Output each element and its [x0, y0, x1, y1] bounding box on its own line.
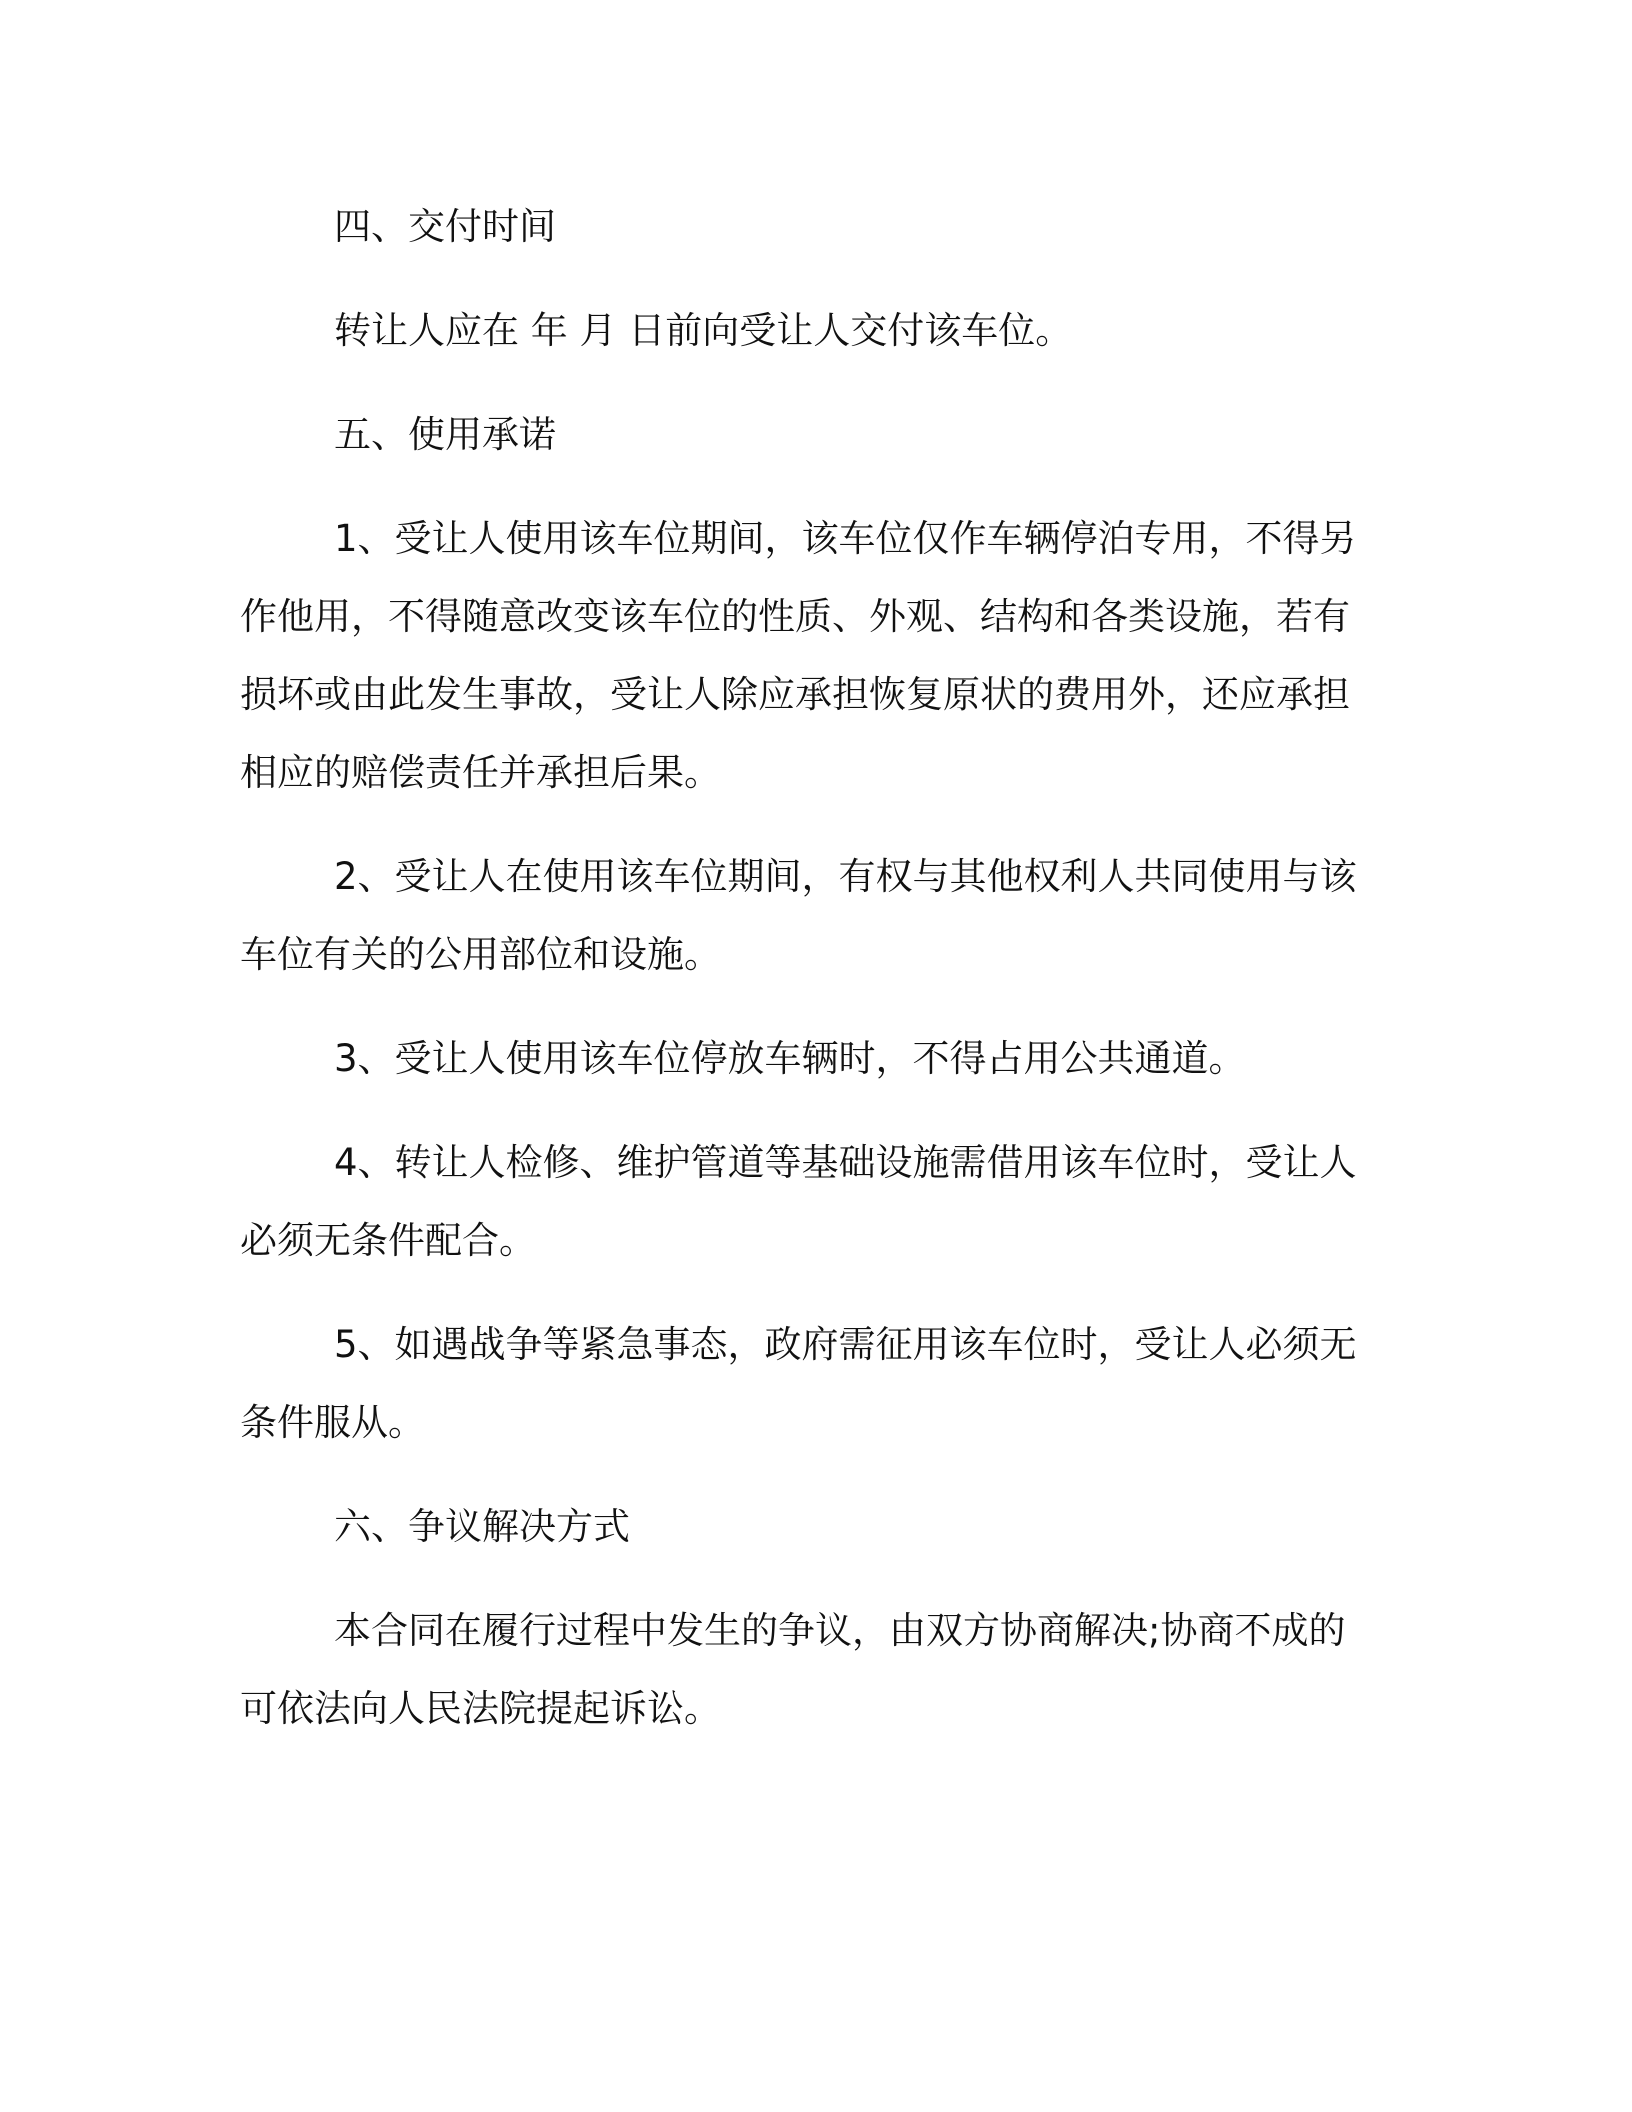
section-5-item-4 [240, 1124, 1355, 1280]
paragraph-line: 作他用，不得随意改变该车位的性质、外观、结构和各类设施，若有 [240, 595, 1350, 638]
section-5-item-5 [240, 1306, 1355, 1462]
section-5-item-2 [240, 838, 1355, 994]
paragraph-line: 条件服从。 [240, 1401, 425, 1444]
section-4-heading: 四、交付时间 [334, 205, 556, 248]
paragraph-line: 1、受让人使用该车位期间，该车位仅作车辆停泊专用，不得另 [334, 517, 1357, 560]
paragraph-line: 5、如遇战争等紧急事态，政府需征用该车位时，受让人必须无 [334, 1323, 1357, 1366]
paragraph-line: 可依法向人民法院提起诉讼。 [240, 1687, 721, 1730]
paragraph-line: 4、转让人检修、维护管道等基础设施需借用该车位时，受让人 [334, 1141, 1357, 1184]
paragraph-line: 损坏或由此发生事故，受让人除应承担恢复原状的费用外，还应承担 [240, 673, 1350, 716]
section-5-item-1 [240, 500, 1355, 812]
paragraph-line: 2、受让人在使用该车位期间，有权与其他权利人共同使用与该 [334, 855, 1357, 898]
paragraph-line: 本合同在履行过程中发生的争议，由双方协商解决;协商不成的 [334, 1609, 1346, 1652]
section-6-body [240, 1592, 1355, 1748]
section-4-body: 转让人应在 年 月 日前向受让人交付该车位。 [334, 309, 1073, 352]
paragraph-line: 必须无条件配合。 [240, 1219, 536, 1262]
section-5-item-3 [240, 1020, 1355, 1098]
paragraph-line: 3、受让人使用该车位停放车辆时，不得占用公共通道。 [334, 1037, 1246, 1080]
document-page [240, 188, 1355, 1748]
paragraph-line: 相应的赔偿责任并承担后果。 [240, 751, 721, 794]
section-6-heading: 六、争议解决方式 [334, 1505, 630, 1548]
section-5-heading: 五、使用承诺 [334, 413, 556, 456]
paragraph-line: 车位有关的公用部位和设施。 [240, 933, 721, 976]
